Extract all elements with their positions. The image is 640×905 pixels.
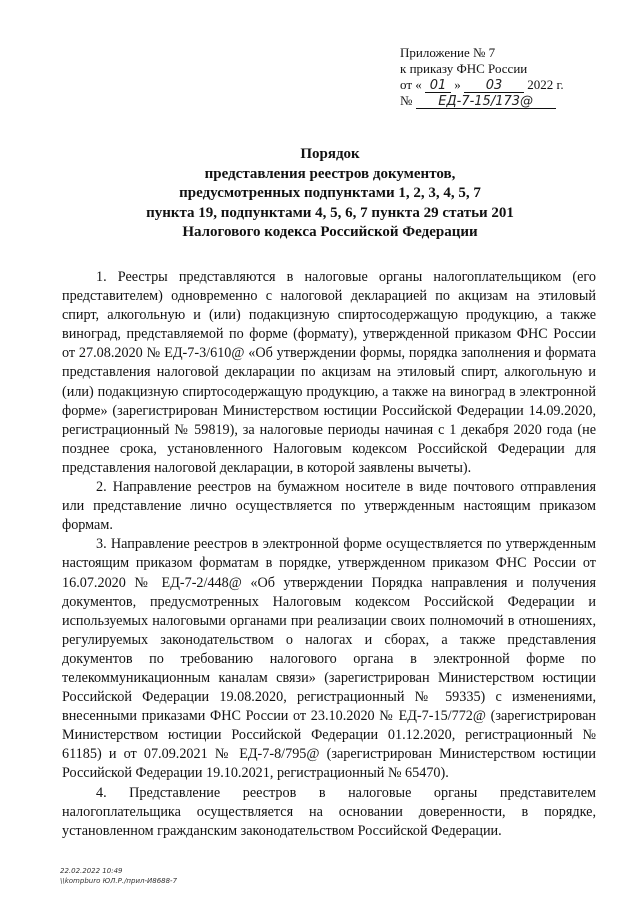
- document-body: [62, 268, 596, 841]
- print-footer: [60, 866, 177, 886]
- document-title: [60, 145, 600, 243]
- paragraph-2: 2. Направление реестров на бумажном носителе в виде почтового отправления или представление лично осуществляется по утвержденным настоящим приказом формам.: [62, 479, 596, 534]
- handwritten-month: 03: [464, 79, 524, 93]
- number-prefix: №: [400, 93, 413, 108]
- appendix-line-1: Приложение № 7: [400, 45, 496, 60]
- appendix-header: [400, 45, 600, 109]
- title-line-2: представления реестров документов,: [204, 165, 456, 182]
- title-line-1: Порядок: [300, 146, 360, 162]
- paragraph-3: 3. Направление реестров в электронной форме осуществляется по утвержденным настоящим приказом форматам в порядке, утвержденном приказом ФНС России от 16.07.2020 № ЕД-7-2/448@ «Об утверждении Порядка направления и получения документов, предусмотренных Налоговым кодексом Российской Федерации и используемых налоговыми органами при реализации своих полномочий в отношениях, регулируемых законодательством о налогах и сборах, а также представления документов по требованию налогового органа в электронной форме по телекоммуникационным каналам связи» (зарегистрирован Министерством юстиции Российской Федерации 19.08.2020, регистрационный № 59335) с изменениями, внесенными приказами ФНС России от 23.10.2020 № ЕД-7-15/772@ (зарегистрирован Министерством юстиции Российской Федерации 01.12.2020, регистрационный № 61185) и от 07.09.2021 № ЕД-7-8/795@ (зарегистрирован Министерством юстиции Российской Федерации 19.10.2021, регистрационный № 65470).: [62, 536, 596, 782]
- footer-path: \\kompburo ЮЛ.Р./прил-И8688-7: [60, 877, 178, 885]
- date-prefix: от «: [400, 77, 422, 92]
- date-mid: »: [454, 77, 461, 92]
- title-line-3: предусмотренных подпунктами 1, 2, 3, 4, 5, 7: [179, 185, 481, 201]
- handwritten-day: 01: [425, 79, 451, 93]
- date-year: 2022 г.: [527, 77, 564, 92]
- paragraph-1: 1. Реестры представляются в налоговые органы налогоплательщиком (его представителем) одновременно с налоговой декларацией по акцизам на этиловый спирт, алкогольную и (или) подакцизную спиртосодержащую продукцию, а также виноград, представляемой по форме (формату), утвержденной приказом ФНС России от 27.08.2020 № ЕД-7-3/610@ «Об утверждении формы, порядка заполнения и формата представления налоговой декларации по акцизам на этиловый спирт, алкогольную и (или) подакцизную спиртосодержащую продукцию, а также на виноград в электронной форме» (зарегистрирован Министерством юстиции Российской Федерации 14.09.2020, регистрационный № 59819), за налоговые периоды начиная с 1 декабря 2020 года (не позднее срока, установленного Налоговым кодексом Российской Федерации для представления налоговой декларации, в которой заявлены вычеты).: [62, 269, 596, 476]
- title-line-4: пункта 19, подпунктами 4, 5, 6, 7 пункта 29 статьи 201: [146, 204, 514, 221]
- paragraph-4: 4. Представление реестров в налоговые органы представителем налогоплательщика осуществляется на основании доверенности, в порядке, установленном гражданским законодательством Российской Федерации.: [62, 784, 596, 839]
- appendix-number-line: [400, 93, 600, 109]
- title-line-5: Налогового кодекса Российской Федерации: [182, 224, 478, 240]
- handwritten-order-number: ЕД-7-15/173@: [416, 95, 556, 109]
- appendix-date-line: [400, 77, 600, 93]
- footer-timestamp: 22.02.2022 10:49: [60, 867, 123, 875]
- appendix-line-2: к приказу ФНС России: [400, 61, 528, 76]
